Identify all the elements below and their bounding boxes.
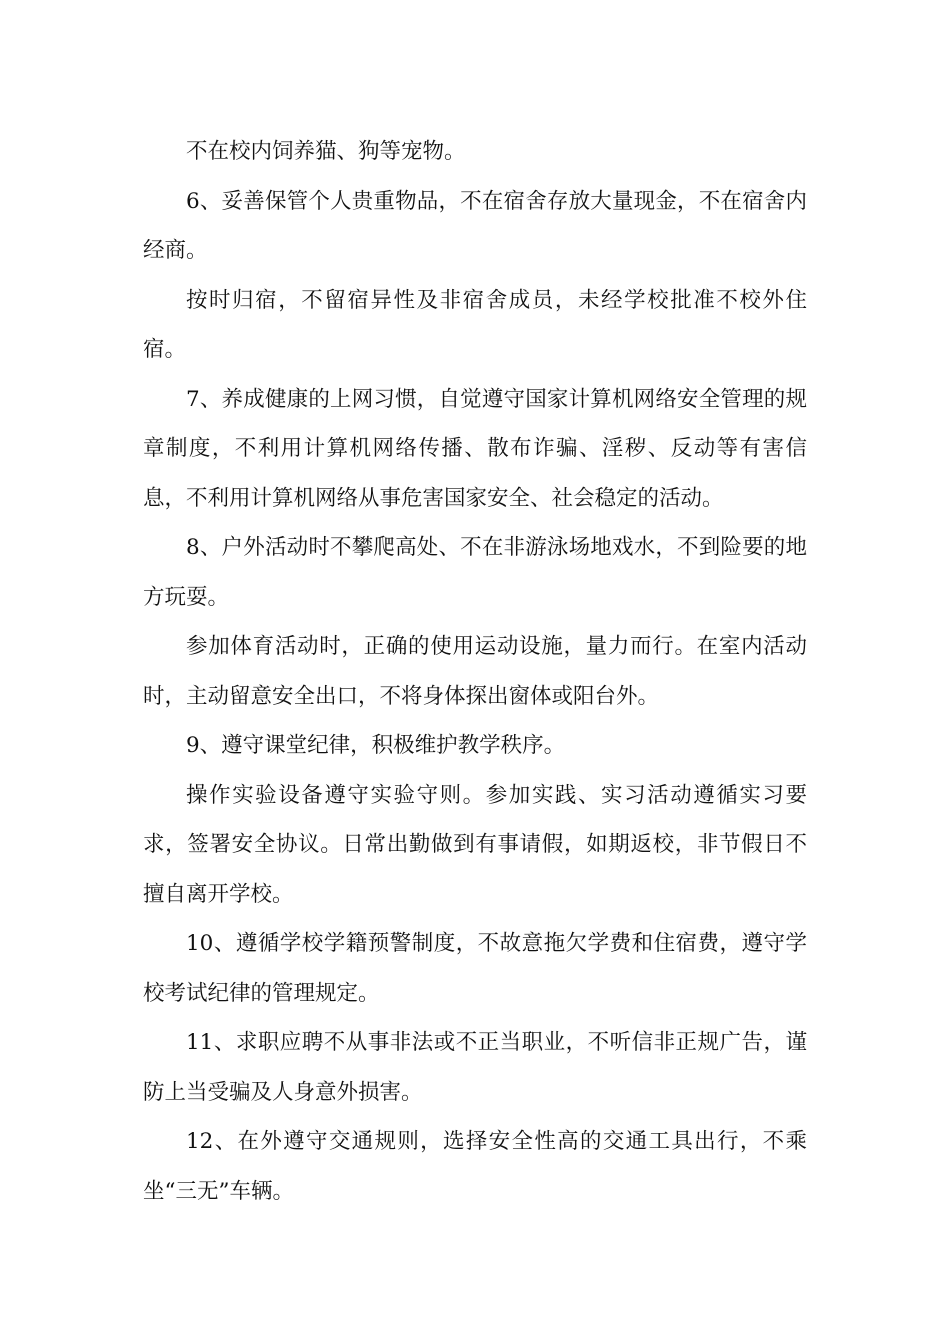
paragraph-outdoor: 8、户外活动时不攀爬高处、不在非游泳场地戏水，不到险要的地方玩耍。 (143, 535, 807, 610)
paragraph-pets: 不在校内饲养猫、狗等宠物。 (186, 139, 466, 164)
paragraph-traffic: 12、在外遵守交通规则，选择安全性高的交通工具出行，不乘坐“三无”车辆。 (143, 1129, 807, 1204)
paragraph-curfew: 按时归宿，不留宿异性及非宿舍成员，未经学校批准不校外住宿。 (143, 287, 807, 362)
paragraph-classroom: 9、遵守课堂纪律，积极维护教学秩序。 (186, 733, 566, 758)
paragraph-enrollment: 10、遵循学校学籍预警制度，不故意拖欠学费和住宿费，遵守学校考试纪律的管理规定。 (143, 931, 807, 1006)
document-body (143, 127, 807, 1216)
paragraph-valuables: 6、妥善保管个人贵重物品，不在宿舍存放大量现金，不在宿舍内经商。 (143, 188, 807, 263)
paragraph-job: 11、求职应聘不从事非法或不正当职业，不听信非正规广告，谨防上当受骗及人身意外损害。 (143, 1030, 807, 1105)
paragraph-sports: 参加体育活动时，正确的使用运动设施，量力而行。在室内活动时，主动留意安全出口，不将身体探出窗体或阳台外。 (143, 634, 807, 709)
paragraph-lab: 操作实验设备遵守实验守则。参加实践、实习活动遵循实习要求，签署安全协议。日常出勤做到有事请假，如期返校，非节假日不擅自离开学校。 (143, 782, 807, 907)
paragraph-internet: 7、养成健康的上网习惯，自觉遵守国家计算机网络安全管理的规章制度，不利用计算机网络传播、散布诈骗、淫秽、反动等有害信息，不利用计算机网络从事危害国家安全、社会稳定的活动。 (143, 386, 807, 511)
